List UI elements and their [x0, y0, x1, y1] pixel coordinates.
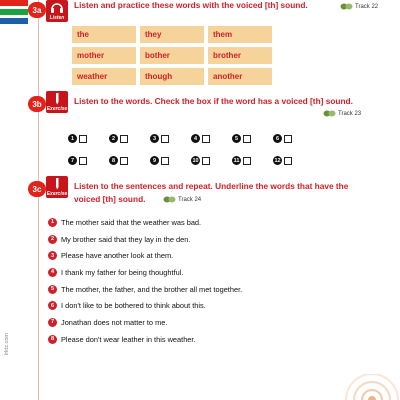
track-label: Track 23 — [338, 110, 362, 117]
list-item — [48, 247, 242, 264]
item-number: 11 — [233, 157, 240, 164]
exercise-icon — [46, 176, 68, 198]
side-watermark-text: lrktz.com — [4, 333, 10, 355]
sentence-text: Please have another look at them. — [61, 251, 174, 261]
list-item — [48, 331, 242, 348]
headphones-icon — [50, 1, 64, 14]
margin-rule — [38, 0, 39, 400]
sentence-number: 5 — [48, 285, 57, 294]
sentence-number: 3 — [48, 251, 57, 260]
checkbox-item[interactable] — [191, 156, 232, 165]
word-cell: weather — [72, 68, 136, 85]
sound-wave-decoration — [340, 374, 400, 400]
sentence-text: The mother said that the weather was bad. — [61, 217, 202, 227]
sentence-text: The mother, the father, and the brother all met together. — [61, 284, 243, 294]
section-3b-instruction: Listen to the words. Check the box if the word has a voiced [th] sound. — [74, 96, 353, 106]
checkbox-row — [68, 134, 314, 143]
sentence-text: My brother said that they lay in the den. — [61, 234, 191, 244]
item-number: 8 — [109, 156, 118, 165]
list-item — [48, 281, 242, 298]
audio-cd-icon — [340, 3, 353, 10]
item-number: 12 — [274, 157, 281, 164]
list-item — [48, 231, 242, 248]
checkbox[interactable] — [161, 157, 169, 165]
word-cell: the — [72, 26, 136, 43]
checkbox[interactable] — [243, 157, 251, 165]
section-3a-instruction: Listen and practice these words with the voiced [th] sound. — [74, 0, 308, 10]
checkbox-row — [68, 156, 314, 165]
word-cell: mother — [72, 47, 136, 64]
track-label: Track 22 — [355, 3, 379, 10]
sentence-number: 7 — [48, 318, 57, 327]
checkbox[interactable] — [243, 135, 251, 143]
section-3c-instruction-line2: voiced [th] sound. — [74, 194, 146, 204]
sentence-number: 2 — [48, 235, 57, 244]
listen-icon — [46, 0, 68, 22]
item-number: 5 — [232, 134, 241, 143]
audio-cd-icon — [323, 110, 336, 117]
checkbox[interactable] — [120, 157, 128, 165]
listen-icon-caption: Listen — [49, 15, 65, 21]
list-item — [48, 297, 242, 314]
checkbox-item[interactable] — [68, 156, 109, 165]
sentence-text: I thank my father for being thoughtful. — [61, 267, 184, 277]
track-23[interactable] — [323, 110, 361, 117]
checkbox[interactable] — [202, 157, 210, 165]
sentence-list — [48, 214, 242, 348]
list-item — [48, 264, 242, 281]
checkbox[interactable] — [120, 135, 128, 143]
exercise-icon-caption: Exercise — [46, 191, 68, 197]
sentence-number: 4 — [48, 268, 57, 277]
item-number: 10 — [192, 157, 199, 164]
audio-cd-icon — [163, 196, 176, 203]
blue-bar — [0, 18, 28, 24]
red-bar — [0, 0, 28, 6]
checkbox-item[interactable] — [68, 134, 109, 143]
word-cell: though — [140, 68, 204, 85]
checkbox-item[interactable] — [150, 156, 191, 165]
exercise-icon-caption: Exercise — [46, 106, 68, 112]
checkbox[interactable] — [79, 157, 87, 165]
section-3c-instruction-line1: Listen to the sentences and repeat. Underline the words that have the — [74, 181, 349, 191]
list-item — [48, 214, 242, 231]
color-bars — [0, 0, 28, 27]
item-number: 2 — [109, 134, 118, 143]
pencil-icon — [50, 177, 64, 190]
section-badge-3c: 3c — [28, 181, 46, 197]
item-number: 1 — [68, 134, 77, 143]
word-cell: bother — [140, 47, 204, 64]
checkbox-item[interactable] — [150, 134, 191, 143]
item-number: 6 — [273, 134, 282, 143]
item-number: 9 — [150, 156, 159, 165]
checkbox-item[interactable] — [191, 134, 232, 143]
checkbox-item[interactable] — [232, 156, 273, 165]
checkbox[interactable] — [79, 135, 87, 143]
track-22[interactable] — [340, 3, 378, 10]
checkbox-item[interactable] — [109, 156, 150, 165]
sentence-text: I don't like to be bothered to think about this. — [61, 301, 206, 311]
item-number: 7 — [68, 156, 77, 165]
section-badge-3b: 3b — [28, 96, 46, 112]
sentence-number: 6 — [48, 301, 57, 310]
item-number: 3 — [150, 134, 159, 143]
list-item — [48, 314, 242, 331]
checkbox[interactable] — [284, 135, 292, 143]
sentence-number: 8 — [48, 335, 57, 344]
checkbox-item[interactable] — [232, 134, 273, 143]
word-cell: they — [140, 26, 204, 43]
checkbox-item[interactable] — [273, 156, 314, 165]
checkbox[interactable] — [202, 135, 210, 143]
item-number: 4 — [191, 134, 200, 143]
pencil-icon — [50, 92, 64, 105]
track-24[interactable] — [163, 196, 201, 203]
word-cell: another — [208, 68, 272, 85]
sentence-text: Please don't wear leather in this weather. — [61, 334, 196, 344]
section-badge-3a: 3a — [28, 2, 46, 18]
checkbox[interactable] — [161, 135, 169, 143]
checkbox-item[interactable] — [109, 134, 150, 143]
word-cell: brother — [208, 47, 272, 64]
track-label: Track 24 — [178, 196, 202, 203]
word-cell: them — [208, 26, 272, 43]
sentence-text: Jonathan does not matter to me. — [61, 317, 168, 327]
checkbox-item[interactable] — [273, 134, 314, 143]
word-grid — [72, 26, 272, 85]
sentence-number: 1 — [48, 218, 57, 227]
checkbox[interactable] — [284, 157, 292, 165]
green-bar — [0, 9, 28, 15]
exercise-icon — [46, 91, 68, 113]
